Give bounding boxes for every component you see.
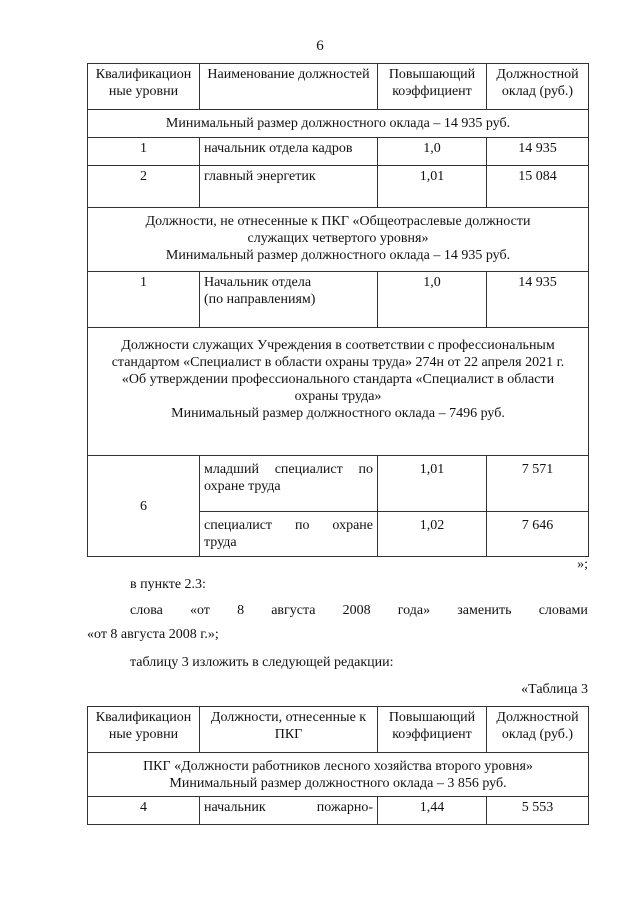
position-cell: [200, 272, 378, 328]
salary-cell: 7 571: [487, 456, 589, 512]
table3-label: «Таблица 3: [521, 682, 588, 697]
salary-table-main: [87, 63, 589, 557]
closing-quote: »;: [577, 557, 588, 572]
position-line: (по направлениям): [204, 292, 316, 307]
table-row: [88, 138, 589, 166]
group-title-row: [88, 110, 589, 138]
page-number: 6: [316, 38, 324, 54]
group3-line5: Минимальный размер должностного оклада – 7496 руб.: [171, 406, 505, 421]
salary-table-3: [87, 706, 589, 825]
word: заменить: [457, 603, 512, 618]
position-cell: [200, 512, 378, 557]
header-positions-pkg: Должности, отнесенные к ПКГ: [200, 707, 378, 753]
table-row: [88, 797, 589, 825]
level-cell: 4: [88, 797, 200, 825]
header-coefficient: Повышающий коэффициент: [378, 64, 487, 110]
header-qualification-levels: Квалификацион ные уровни: [88, 64, 200, 110]
header-salary: Должностной оклад (руб.): [487, 64, 589, 110]
group3-title: [88, 328, 589, 456]
group-title-row: [88, 208, 589, 272]
salary-cell: 14 935: [487, 272, 589, 328]
salary-cell: 14 935: [487, 138, 589, 166]
group2-line1: Должности, не отнесенные к ПКГ «Общеотраслевые должности: [145, 214, 531, 229]
word: «от: [189, 603, 210, 618]
table-row: [88, 166, 589, 208]
header-salary: Должностной оклад (руб.): [487, 707, 589, 753]
paragraph-replace-words: [130, 602, 588, 620]
group3-line2: стандартом «Специалист в области охраны труда» 274н от 22 апреля 2021 г.: [111, 355, 565, 370]
position-line: Начальник отдела: [204, 275, 312, 290]
word: августа: [271, 603, 316, 618]
coefficient-cell: 1,44: [378, 797, 487, 825]
group-title-row: [88, 328, 589, 456]
group3-line4: охраны труда»: [294, 389, 382, 404]
group1-title: Минимальный размер должностного оклада – 14 935 руб.: [88, 110, 589, 138]
level-cell: 1: [88, 272, 200, 328]
position-line: охране труда: [204, 479, 281, 494]
word: года»: [397, 603, 431, 618]
word: словами: [538, 603, 588, 618]
coefficient-cell: 1,01: [378, 166, 487, 208]
salary-cell: 7 646: [487, 512, 589, 557]
header-position-names: Наименование должностей: [200, 64, 378, 110]
position-cell: [200, 456, 378, 512]
word: 8: [237, 603, 245, 618]
coefficient-cell: 1,0: [378, 272, 487, 328]
position-line: младший специалист по: [204, 462, 373, 477]
paragraph-item-2-3: в пункте 2.3:: [130, 577, 206, 592]
position-line: специалист по охране: [204, 518, 373, 533]
table3-group-title: [88, 753, 589, 797]
level-cell: 1: [88, 138, 200, 166]
group3-line3: «Об утверждении профессионального стандарта «Специалист в области: [121, 372, 555, 387]
group2-line3: Минимальный размер должностного оклада – 14 935 руб.: [165, 248, 511, 263]
salary-cell: 5 553: [487, 797, 589, 825]
coefficient-cell: 1,01: [378, 456, 487, 512]
table-header-row: [88, 64, 589, 110]
group-title-row: [88, 753, 589, 797]
group-line1: ПКГ «Должности работников лесного хозяйства второго уровня»: [143, 759, 533, 774]
table-row: [88, 456, 589, 512]
table-row: [88, 272, 589, 328]
header-coefficient: Повышающий коэффициент: [378, 707, 487, 753]
header-qualification-levels: Квалификацион ные уровни: [88, 707, 200, 753]
position-cell: главный энергетик: [200, 166, 378, 208]
level-cell: 6: [88, 456, 200, 557]
group2-title: [88, 208, 589, 272]
group3-line1: Должности служащих Учреждения в соответствии с профессиональным: [121, 338, 555, 353]
position-cell: начальник пожарно-: [200, 797, 378, 825]
word: слова: [130, 603, 163, 618]
coefficient-cell: 1,02: [378, 512, 487, 557]
paragraph-replacement-date: «от 8 августа 2008 г.»;: [87, 627, 219, 642]
position-cell: начальник отдела кадров: [200, 138, 378, 166]
position-line: труда: [204, 535, 237, 550]
group-line2: Минимальный размер должностного оклада – 3 856 руб.: [169, 776, 507, 791]
paragraph-table3-intro: таблицу 3 изложить в следующей редакции:: [130, 655, 394, 670]
table-header-row: [88, 707, 589, 753]
coefficient-cell: 1,0: [378, 138, 487, 166]
salary-cell: 15 084: [487, 166, 589, 208]
word: 2008: [342, 603, 371, 618]
level-cell: 2: [88, 166, 200, 208]
group2-line2: служащих четвертого уровня»: [247, 231, 429, 246]
